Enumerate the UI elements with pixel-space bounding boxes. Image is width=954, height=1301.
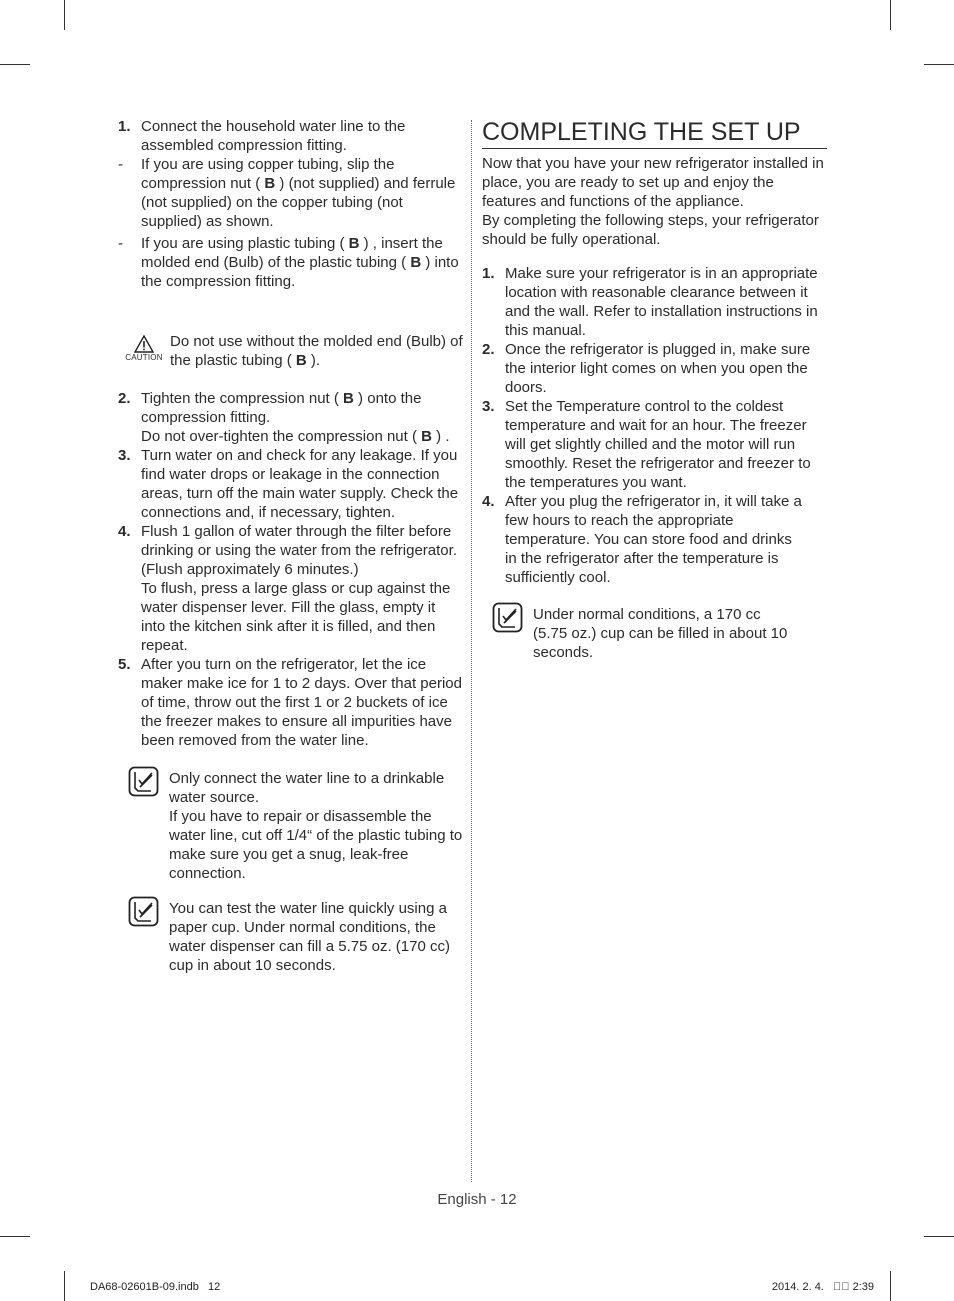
note-pencil-icon — [128, 896, 159, 927]
step-number: 5. — [118, 656, 131, 673]
setup-step-4 — [482, 492, 827, 587]
step-text: Connect the household water line to the assembled compression fitting. — [141, 118, 406, 154]
step-number: 4. — [482, 493, 495, 510]
crop-mark — [0, 1236, 30, 1237]
left-column — [118, 117, 463, 975]
intro-text: By completing the following steps, your refrigerator should be fully operational. — [482, 212, 819, 248]
caution-box — [122, 332, 463, 370]
intro-text: Now that you have your new refrigerator installed in place, you are ready to set up and enjoy the features and functions of the appliance. — [482, 155, 824, 210]
crop-mark — [64, 0, 65, 30]
crop-mark — [890, 1271, 891, 1301]
bullet-dash: - — [118, 156, 123, 173]
step-text: Set the Temperature control to the coldest temperature and wait for an hour. The freezer will get slightly chilled and the motor will run smoothly. Reset the refrigerator and freezer to the temperatures you want. — [505, 398, 811, 491]
setup-step-3 — [482, 397, 827, 492]
setup-step-1 — [482, 264, 827, 340]
step-1 — [118, 117, 463, 155]
intro-paragraph — [482, 154, 827, 249]
step-number: 2. — [118, 390, 131, 407]
crop-mark — [924, 64, 954, 65]
crop-mark — [64, 1271, 65, 1301]
bullet-plastic-tubing — [118, 234, 463, 291]
step-number: 4. — [118, 523, 131, 540]
note-paper-cup — [128, 899, 463, 975]
section-title: COMPLETING THE SET UP — [482, 117, 827, 149]
crop-mark — [0, 64, 30, 65]
step-number: 3. — [118, 447, 131, 464]
crop-mark — [890, 0, 891, 30]
step-text: Tighten the compression nut ( B ) onto the compression fitting. Do not over-tighten the compression nut ( B ) . — [141, 390, 450, 445]
note-text: Only connect the water line to a drinkable water source. If you have to repair or disassemble the water line, cut off 1/4“ of the plastic tubing to make sure you get a snug, leak-free connection. — [169, 770, 463, 882]
note-cup-fill — [492, 605, 792, 662]
caution-icon — [122, 335, 166, 362]
print-file-info: DA68-02601B-09.indb 12 — [90, 1281, 221, 1293]
setup-step-2 — [482, 340, 827, 397]
step-number: 2. — [482, 341, 495, 358]
step-5 — [118, 655, 463, 750]
step-2 — [118, 389, 463, 446]
note-text: You can test the water line quickly using a paper cup. Under normal conditions, the water dispenser can fill a 5.75 oz. (170 cc) cup in about 10 seconds. — [169, 900, 450, 974]
step-text: After you plug the refrigerator in, it will take a few hours to reach the appropriate temperature. You can store food and drinks in the refrigerator after the temperature is sufficiently cool. — [505, 493, 802, 586]
step-text: Turn water on and check for any leakage. If you find water drops or leakage in the connection areas, turn off the main water supply. Check the connections and, if necessary, tighten. — [141, 447, 459, 521]
bullet-dash: - — [118, 235, 123, 252]
crop-mark — [924, 1236, 954, 1237]
page-number: English - 12 — [437, 1191, 517, 1208]
step-3 — [118, 446, 463, 522]
step-text: Make sure your refrigerator is in an appropriate location with reasonable clearance between it and the wall. Refer to installation instructions in this manual. — [505, 265, 818, 339]
note-pencil-icon — [492, 602, 523, 633]
bullet-copper-tubing — [118, 155, 463, 231]
note-text: Under normal conditions, a 170 cc (5.75 oz.) cup can be filled in about 10 seconds. — [533, 606, 788, 661]
bullet-text: If you are using plastic tubing ( B ) , insert the molded end (Bulb) of the plastic tubing ( B ) into the compression fitting. — [141, 235, 459, 290]
setup-steps — [482, 264, 827, 587]
bullet-text: If you are using copper tubing, slip the compression nut ( B ) (not supplied) and ferrule (not supplied) on the copper tubing (not supplied) as shown. — [141, 156, 456, 230]
warning-triangle-icon — [134, 335, 154, 353]
step-text: Flush 1 gallon of water through the filter before drinking or using the water from the refrigerator. (Flush approximately 6 minutes.) To flush, press a large glass or cup against the water dispenser lever. Fill the glass, empty it into the kitchen sink after it is filled, and then repeat. — [141, 523, 457, 654]
step-text: Once the refrigerator is plugged in, make sure the interior light comes on when you open the doors. — [505, 341, 811, 396]
step-text: After you turn on the refrigerator, let the ice maker make ice for 1 to 2 days. Over that period of time, throw out the first 1 or 2 buckets of ice the freezer makes to ensure all impurities have been removed from the water line. — [141, 656, 462, 749]
right-column — [482, 117, 827, 662]
step-number: 3. — [482, 398, 495, 415]
note-drinkable-water — [128, 769, 463, 883]
note-pencil-icon — [128, 766, 159, 797]
step-4 — [118, 522, 463, 655]
print-date-info: 2014. 2. 4.    2:39 — [771, 1281, 874, 1293]
step-number: 1. — [118, 118, 131, 135]
caution-label: CAUTION — [125, 353, 163, 362]
column-divider — [471, 120, 472, 1182]
caution-text: Do not use without the molded end (Bulb) of the plastic tubing ( B ). — [170, 333, 463, 369]
step-number: 1. — [482, 265, 495, 282]
